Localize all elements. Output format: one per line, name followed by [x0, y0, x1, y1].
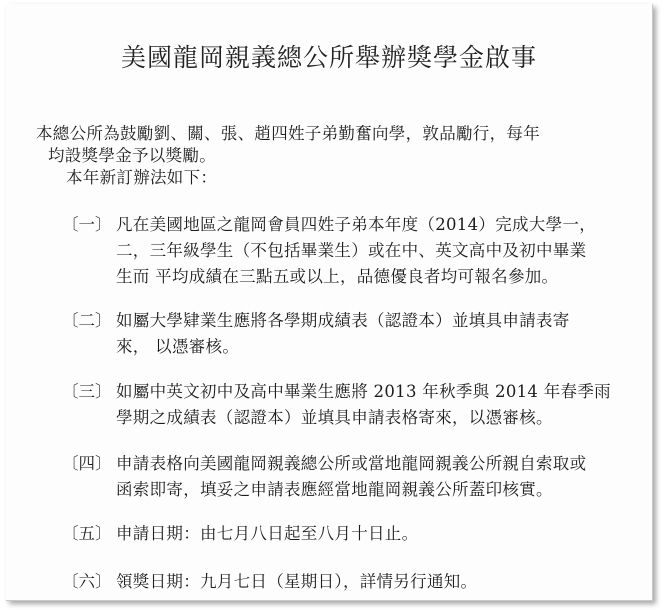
rule-line: 學期之成績表（認證本）並填具申請表格寄來，以憑審核。 — [116, 408, 553, 427]
rule-number: 〔二〕 — [62, 311, 112, 330]
rule-line: 申請表格向美國龍岡親義總公所或當地龍岡親義公所親自索取或 — [116, 454, 587, 473]
rule-number: 〔一〕 — [62, 215, 112, 234]
document-page — [6, 4, 653, 601]
intro-line-2: 均設獎學金予以獎勵。 — [48, 146, 216, 165]
rule-line: 生而 平均成績在三點五或以上，品德優良者均可報名參加。 — [116, 267, 559, 286]
rule-line: 如屬大學肄業生應將各學期成績表（認證本）並填具申請表寄 — [116, 311, 570, 330]
rule-number: 〔六〕 — [62, 572, 112, 591]
rule-line: 申請日期：由七月八日起至八月十日止。 — [116, 524, 419, 543]
rule-number: 〔四〕 — [62, 454, 112, 473]
rule-line: 如屬中英文初中及高中畢業生應將 2013 年秋季與 2014 年春季雨 — [116, 382, 611, 401]
rule-number: 〔三〕 — [62, 382, 112, 401]
rule-line: 函索即寄，填妥之申請表應經當地龍岡親義公所蓋印核實。 — [116, 480, 553, 499]
document-title: 美國龍岡親義總公所舉辦獎學金啟事 — [120, 43, 537, 72]
rule-line: 來， 以憑審核。 — [116, 337, 240, 356]
intro-line-1: 本總公所為鼓勵劉、關、張、趙四姓子弟勤奮向學，敦品勵行，每年 — [36, 124, 540, 143]
rule-line: 凡在美國地區之龍岡會員四姓子弟本年度（2014）完成大學一， — [116, 215, 596, 234]
rule-number: 〔五〕 — [62, 524, 112, 543]
rule-line: 領獎日期：九月七日（星期日），詳情另行通知。 — [116, 572, 478, 591]
rule-line: 二，三年級學生（不包括畢業生）或在中、英文高中及初中畢業 — [116, 241, 587, 260]
intro-line-3: 本年新訂辦法如下： — [66, 168, 218, 187]
